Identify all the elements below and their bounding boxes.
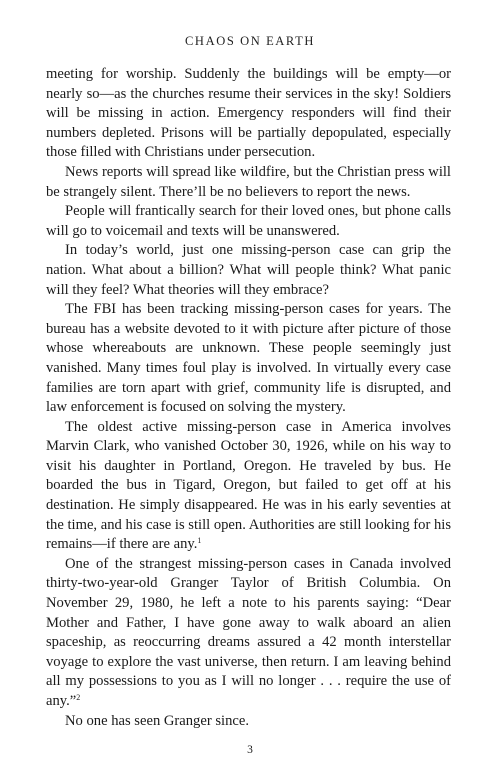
running-head: CHAOS ON EARTH — [185, 34, 315, 48]
paragraph-5 — [46, 300, 451, 418]
paragraph-4 — [46, 241, 451, 300]
paragraph-6 — [46, 418, 451, 555]
footnote-marker[interactable]: 2 — [76, 693, 81, 703]
paragraph-text: The FBI has been tracking missing-person cases for years. The bureau has a website devoted to it with picture after picture of those whose whereabouts are unknown. These people seemingly just vanished. Many times foul play is involved. In virtually every case families are torn apart with grief, community life is disrupted, and law enforcement is focused on solving the mystery. — [46, 301, 451, 416]
footnote-marker[interactable]: 1 — [197, 536, 202, 546]
paragraph-3 — [46, 202, 451, 241]
paragraph-8 — [46, 712, 451, 732]
paragraph-2 — [46, 163, 451, 202]
page-number: 3 — [247, 744, 253, 756]
paragraph-text: One of the strangest missing-person cases in Canada involved thirty-two-year-old Granger Taylor of British Columbia. On November 29, 1980, he left a note to his parents saying: “Dear Mother and Father, I have gone away to walk aboard an alien spaceship, as reoccurring dreams assured a 42 month interstellar voyage to explore the vast universe, then return. I am leaving behind all my possessions to you as I will no longer . . . require the use of any.” — [46, 555, 451, 709]
paragraph-text: In today’s world, just one missing-person case can grip the nation. What about a billion? What will people think? What panic will they feel? What theories will they embrace? — [46, 242, 451, 298]
paragraph-text: People will frantically search for their loved ones, but phone calls will go to voicemail and texts will be unanswered. — [46, 203, 451, 239]
paragraph-1 — [46, 65, 451, 163]
paragraph-text: News reports will spread like wildfire, but the Christian press will be strangely silent. There’ll be no believers to report the news. — [46, 163, 451, 200]
paragraph-text: The oldest active missing-person case in America involves Marvin Clark, who vanished October 30, 1926, while on his way to visit his daughter in Portland, Oregon. He traveled by bus. He boarded the bus in Tigard, Oregon, but failed to get off at his destination. He simply disappeared. He was in his early seventies at the time, and his case is still open. Authorities are still looking for his remains—if there are any. — [46, 418, 451, 553]
body-text — [46, 65, 451, 731]
paragraph-text: meeting for worship. Suddenly the buildings will be empty—or nearly so—as the churches resume their services in the sky! Soldiers will be missing in action. Emergency responders will find their numbers depleted. Prisons will be partially depopulated, especially those filled with Christians under persecution. — [46, 66, 451, 161]
paragraph-7 — [46, 555, 451, 712]
paragraph-text: No one has seen Granger since. — [65, 712, 249, 729]
